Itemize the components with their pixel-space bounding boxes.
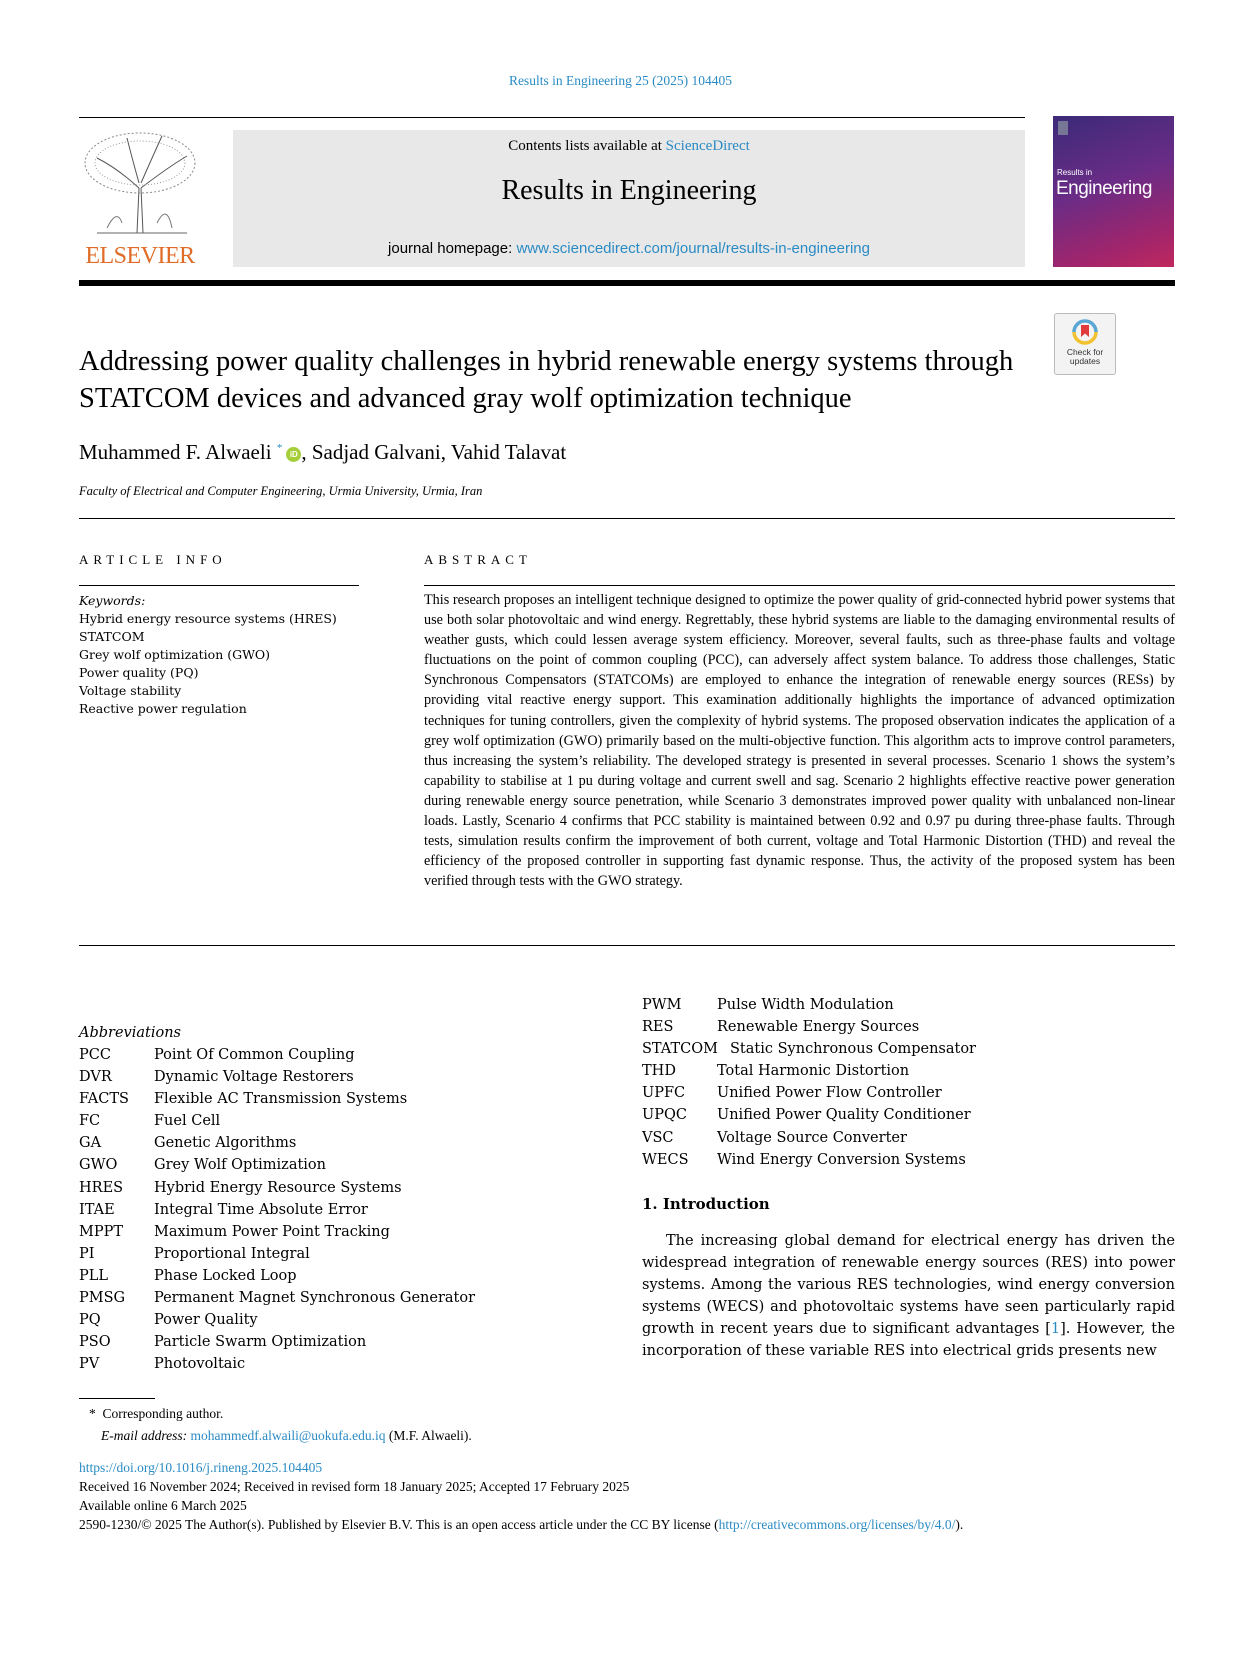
abbreviation-row xyxy=(79,1287,599,1309)
email-suffix: (M.F. Alwaeli). xyxy=(385,1428,472,1443)
crossmark-label xyxy=(1055,348,1115,366)
abbreviation-key: PWM xyxy=(642,997,682,1013)
abbreviation-row xyxy=(79,1309,599,1331)
abbreviation-definition: Unified Power Flow Controller xyxy=(717,1085,942,1102)
abbreviation-definition: Particle Swarm Optimization xyxy=(154,1334,367,1351)
publication-info xyxy=(79,1458,963,1534)
abbreviation-row xyxy=(79,1221,599,1243)
abbreviation-definition: Hybrid Energy Resource Systems xyxy=(154,1179,402,1196)
keyword-item: Hybrid energy resource systems (HRES) xyxy=(79,611,337,626)
email-label: E-mail address: xyxy=(101,1428,188,1443)
journal-cover-image[interactable] xyxy=(1053,116,1174,267)
abbreviation-definition: Unified Power Quality Conditioner xyxy=(717,1107,971,1124)
license-suffix: ). xyxy=(955,1517,964,1532)
license-statement xyxy=(79,1515,963,1534)
affiliation-rule xyxy=(79,518,1175,519)
intro-text-part: The increasing global demand for electrical energy has driven the widespread integration of renewable energy sources (RES) into power systems. Among the various RES technologies, wind energy conversion systems (WECS) and photovoltaic systems have seen particularly rapid growth in recent years due to significant advantages [ xyxy=(642,1233,1175,1337)
article-title: Addressing power quality challenges in hybrid renewable energy systems through STATCOM devices and advanced gray wolf optimization technique xyxy=(79,346,1014,414)
abbreviation-key: ITAE xyxy=(79,1201,115,1218)
abbreviation-key: PMSG xyxy=(79,1290,126,1307)
homepage-prefix: journal homepage: xyxy=(388,240,517,257)
abbreviations-title: Abbreviations xyxy=(79,1025,181,1041)
crossmark-label-line-2: updates xyxy=(1069,356,1101,366)
license-prefix: 2590-1230/© 2025 The Author(s). Published by Elsevier B.V. This is an open access article under the CC BY license ( xyxy=(79,1517,719,1532)
corresponding-author-mark[interactable]: * xyxy=(276,442,283,454)
abbreviations-right-rows xyxy=(642,994,1175,1171)
sciencedirect-link[interactable]: ScienceDirect xyxy=(665,138,750,154)
abbreviation-definition: Power Quality xyxy=(154,1312,258,1329)
abbreviation-row xyxy=(642,1060,1175,1082)
abbreviation-definition: Static Synchronous Compensator xyxy=(730,1041,976,1058)
abbreviation-key: HRES xyxy=(79,1179,124,1196)
abbreviation-key: RES xyxy=(642,1019,674,1036)
abbreviation-key: PI xyxy=(79,1245,95,1262)
abbreviation-row xyxy=(79,1331,599,1353)
author-email-link[interactable]: mohammedf.alwaili@uokufa.edu.iq xyxy=(190,1428,386,1443)
author-name[interactable]: Vahid Talavat xyxy=(450,440,567,464)
abbreviation-row xyxy=(642,1082,1175,1104)
abbreviation-row xyxy=(642,1016,1175,1038)
abbreviation-key: PSO xyxy=(79,1334,111,1351)
keyword-item: Power quality (PQ) xyxy=(79,665,199,680)
abbreviation-row xyxy=(79,1353,599,1375)
author-name[interactable]: Sadjad Galvani xyxy=(311,440,441,464)
orcid-icon[interactable]: iD xyxy=(286,447,301,462)
abbreviation-key: VSC xyxy=(642,1129,674,1146)
article-info-heading: ARTICLE INFO xyxy=(79,552,227,567)
journal-banner xyxy=(233,130,1025,267)
citation-link[interactable]: 1 xyxy=(1050,1321,1061,1337)
corresponding-author-note: Corresponding author. xyxy=(102,1406,224,1421)
article-info-rule xyxy=(79,585,359,586)
publication-history: Received 16 November 2024; Received in revised form 18 January 2025; Accepted 17 February 2025 xyxy=(79,1479,630,1494)
abbreviation-definition: Flexible AC Transmission Systems xyxy=(154,1091,408,1108)
abbreviation-row xyxy=(642,1104,1175,1126)
check-for-updates-button[interactable] xyxy=(1054,313,1116,375)
abbreviation-key: STATCOM xyxy=(642,1041,718,1058)
abbreviation-definition: Renewable Energy Sources xyxy=(717,1019,920,1036)
doi-link[interactable]: https://doi.org/10.1016/j.rineng.2025.104405 xyxy=(79,1460,323,1475)
abbreviation-definition: Proportional Integral xyxy=(154,1245,310,1262)
abbreviation-key: PCC xyxy=(79,1047,111,1063)
abbreviation-row xyxy=(79,1265,599,1287)
introduction-text xyxy=(642,1230,1175,1362)
license-link[interactable]: http://creativecommons.org/licenses/by/4.0/ xyxy=(718,1517,956,1532)
abbreviations-left-column xyxy=(79,1022,599,1375)
abbreviations-left-rows xyxy=(79,1044,599,1375)
abbreviation-key: GA xyxy=(79,1135,102,1152)
abbreviation-definition: Pulse Width Modulation xyxy=(717,997,894,1013)
contents-line xyxy=(233,138,1025,155)
introduction-heading: 1. Introduction xyxy=(642,1195,770,1213)
abbreviation-key: PV xyxy=(79,1356,100,1373)
abbreviation-row xyxy=(79,1243,599,1265)
abbreviation-key: DVR xyxy=(79,1069,112,1086)
abbreviation-row xyxy=(79,1044,599,1066)
keyword-item: STATCOM xyxy=(79,629,145,644)
abbreviation-row xyxy=(79,1199,599,1221)
abbreviation-row xyxy=(642,1038,1175,1060)
abbreviation-definition: Maximum Power Point Tracking xyxy=(154,1223,390,1240)
journal-reference-link[interactable]: Results in Engineering 25 (2025) 104405 xyxy=(508,73,733,88)
abbreviation-definition: Point Of Common Coupling xyxy=(154,1047,355,1063)
homepage-line xyxy=(233,240,1025,257)
abstract-heading: ABSTRACT xyxy=(424,552,532,567)
abbreviation-definition: Grey Wolf Optimization xyxy=(154,1157,326,1174)
keywords-label: Keywords: xyxy=(79,593,146,608)
abbreviation-row xyxy=(642,1149,1175,1171)
author-name[interactable]: Muhammed F. Alwaeli xyxy=(79,440,272,464)
keyword-item: Voltage stability xyxy=(79,683,182,698)
abbreviation-definition: Phase Locked Loop xyxy=(154,1267,297,1284)
cover-publisher-mark xyxy=(1058,121,1068,135)
crossmark-icon xyxy=(1072,319,1098,345)
abbreviation-definition: Voltage Source Converter xyxy=(717,1129,907,1146)
abbreviation-definition: Wind Energy Conversion Systems xyxy=(717,1151,966,1168)
abbreviation-key: FC xyxy=(79,1113,101,1130)
footnote xyxy=(79,1403,472,1447)
abbreviation-definition: Total Harmonic Distortion xyxy=(717,1063,910,1080)
header-thick-rule xyxy=(79,280,1175,286)
contents-prefix: Contents lists available at xyxy=(508,138,666,154)
abstract-end-rule xyxy=(79,945,1175,946)
abbreviation-row xyxy=(642,994,1175,1016)
footnote-mark: * xyxy=(89,1406,96,1421)
abbreviation-row xyxy=(79,1088,599,1110)
abbreviation-definition: Photovoltaic xyxy=(154,1356,246,1373)
abbreviation-row xyxy=(79,1132,599,1154)
crossmark-label-line-1: Check for xyxy=(1066,347,1104,357)
abbreviation-definition: Permanent Magnet Synchronous Generator xyxy=(154,1290,476,1307)
abstract-rule xyxy=(424,585,1175,586)
footnote-rule xyxy=(79,1398,155,1399)
abbreviation-row xyxy=(79,1110,599,1132)
abbreviation-row xyxy=(79,1177,599,1199)
abbreviation-key: UPFC xyxy=(642,1085,686,1102)
abbreviation-key: GWO xyxy=(79,1157,118,1174)
abbreviation-key: MPPT xyxy=(79,1223,124,1240)
cover-title: Engineering xyxy=(1056,178,1152,199)
abbreviation-key: WECS xyxy=(642,1151,689,1168)
keywords-list xyxy=(79,592,337,718)
abbreviation-definition: Dynamic Voltage Restorers xyxy=(154,1069,354,1086)
cover-subtitle: Results in xyxy=(1057,168,1093,177)
abbreviations-right-column xyxy=(642,994,1175,1171)
abbreviation-key: PQ xyxy=(79,1312,101,1329)
abbreviation-key: FACTS xyxy=(79,1091,129,1108)
keyword-item: Reactive power regulation xyxy=(79,701,247,716)
abbreviation-key: PLL xyxy=(79,1267,109,1284)
journal-title: Results in Engineering xyxy=(501,175,757,206)
abbreviation-definition: Fuel Cell xyxy=(154,1113,221,1130)
elsevier-logo[interactable] xyxy=(77,128,203,270)
abbreviation-definition: Genetic Algorithms xyxy=(154,1135,297,1152)
journal-homepage-link[interactable]: www.sciencedirect.com/journal/results-in-engineering xyxy=(516,240,870,257)
author-affiliation: Faculty of Electrical and Computer Engineering, Urmia University, Urmia, Iran xyxy=(79,484,483,498)
abbreviation-row xyxy=(79,1066,599,1088)
intro-text-part: ]. However, the incorporation of these variable RES into electrical grids presents new xyxy=(642,1321,1175,1359)
elsevier-tree-icon xyxy=(77,128,203,238)
keyword-item: Grey wolf optimization (GWO) xyxy=(79,647,271,662)
abbreviation-row xyxy=(642,1127,1175,1149)
abbreviation-key: UPQC xyxy=(642,1107,687,1124)
abstract-text: This research proposes an intelligent technique designed to optimize the power quality of grid-connected hybrid power systems that use both solar photovoltaic and wind energy. Regrettably, these hybrid systems are liable to the damaging environmental results of weather gusts, which could lessen average system efficiency. Moreover, several faults, such as three-phase faults and voltage fluctuations on the point of common coupling (PCC), can adversely affect system balance. To address those challenges, Static Synchronous Compensators (STATCOMs) are employed to enhance the integration of renewable energy sources (RESs) by providing vital reactive energy support. This examination additionally highlights the importance of advanced optimization techniques for tuning controllers, given the complexity of hybrid systems. The proposed observation indicates the application of a grey wolf optimization (GWO) primarily based on the multi-objective function. This algorithm acts to improve control parameters, thus increasing the system’s reliability. The developed strategy is presented in several processes. Scenario 1 shows the system’s capability to stabilise at 1 pu during voltage and current swell and sag. Scenario 2 highlights effective reactive power generation during renewable energy source penetration, while Scenario 3 demonstrates improved power quality with unbalanced non-linear loads. Lastly, Scenario 4 confirms that PCC stability is maintained between 0.92 and 0.97 pu during three-phase faults. Through tests, simulation results confirm the improvement of both current, voltage and Total Harmonic Distortion (THD) and reveal the efficiency of the proposed controller in supporting fast dynamic response. Thus, the activity of the proposed system has been verified through tests with the GWO strategy. xyxy=(424,592,1175,890)
header-top-rule xyxy=(79,117,1025,118)
abbreviation-key: THD xyxy=(642,1063,676,1080)
author-list: Muhammed F. Alwaeli *iD , Sadjad Galvani, Vahid Talavat xyxy=(79,440,567,464)
available-online-date: Available online 6 March 2025 xyxy=(79,1498,247,1513)
abbreviation-definition: Integral Time Absolute Error xyxy=(154,1201,368,1218)
elsevier-wordmark: ELSEVIER xyxy=(85,243,195,269)
abbreviation-row xyxy=(79,1154,599,1176)
